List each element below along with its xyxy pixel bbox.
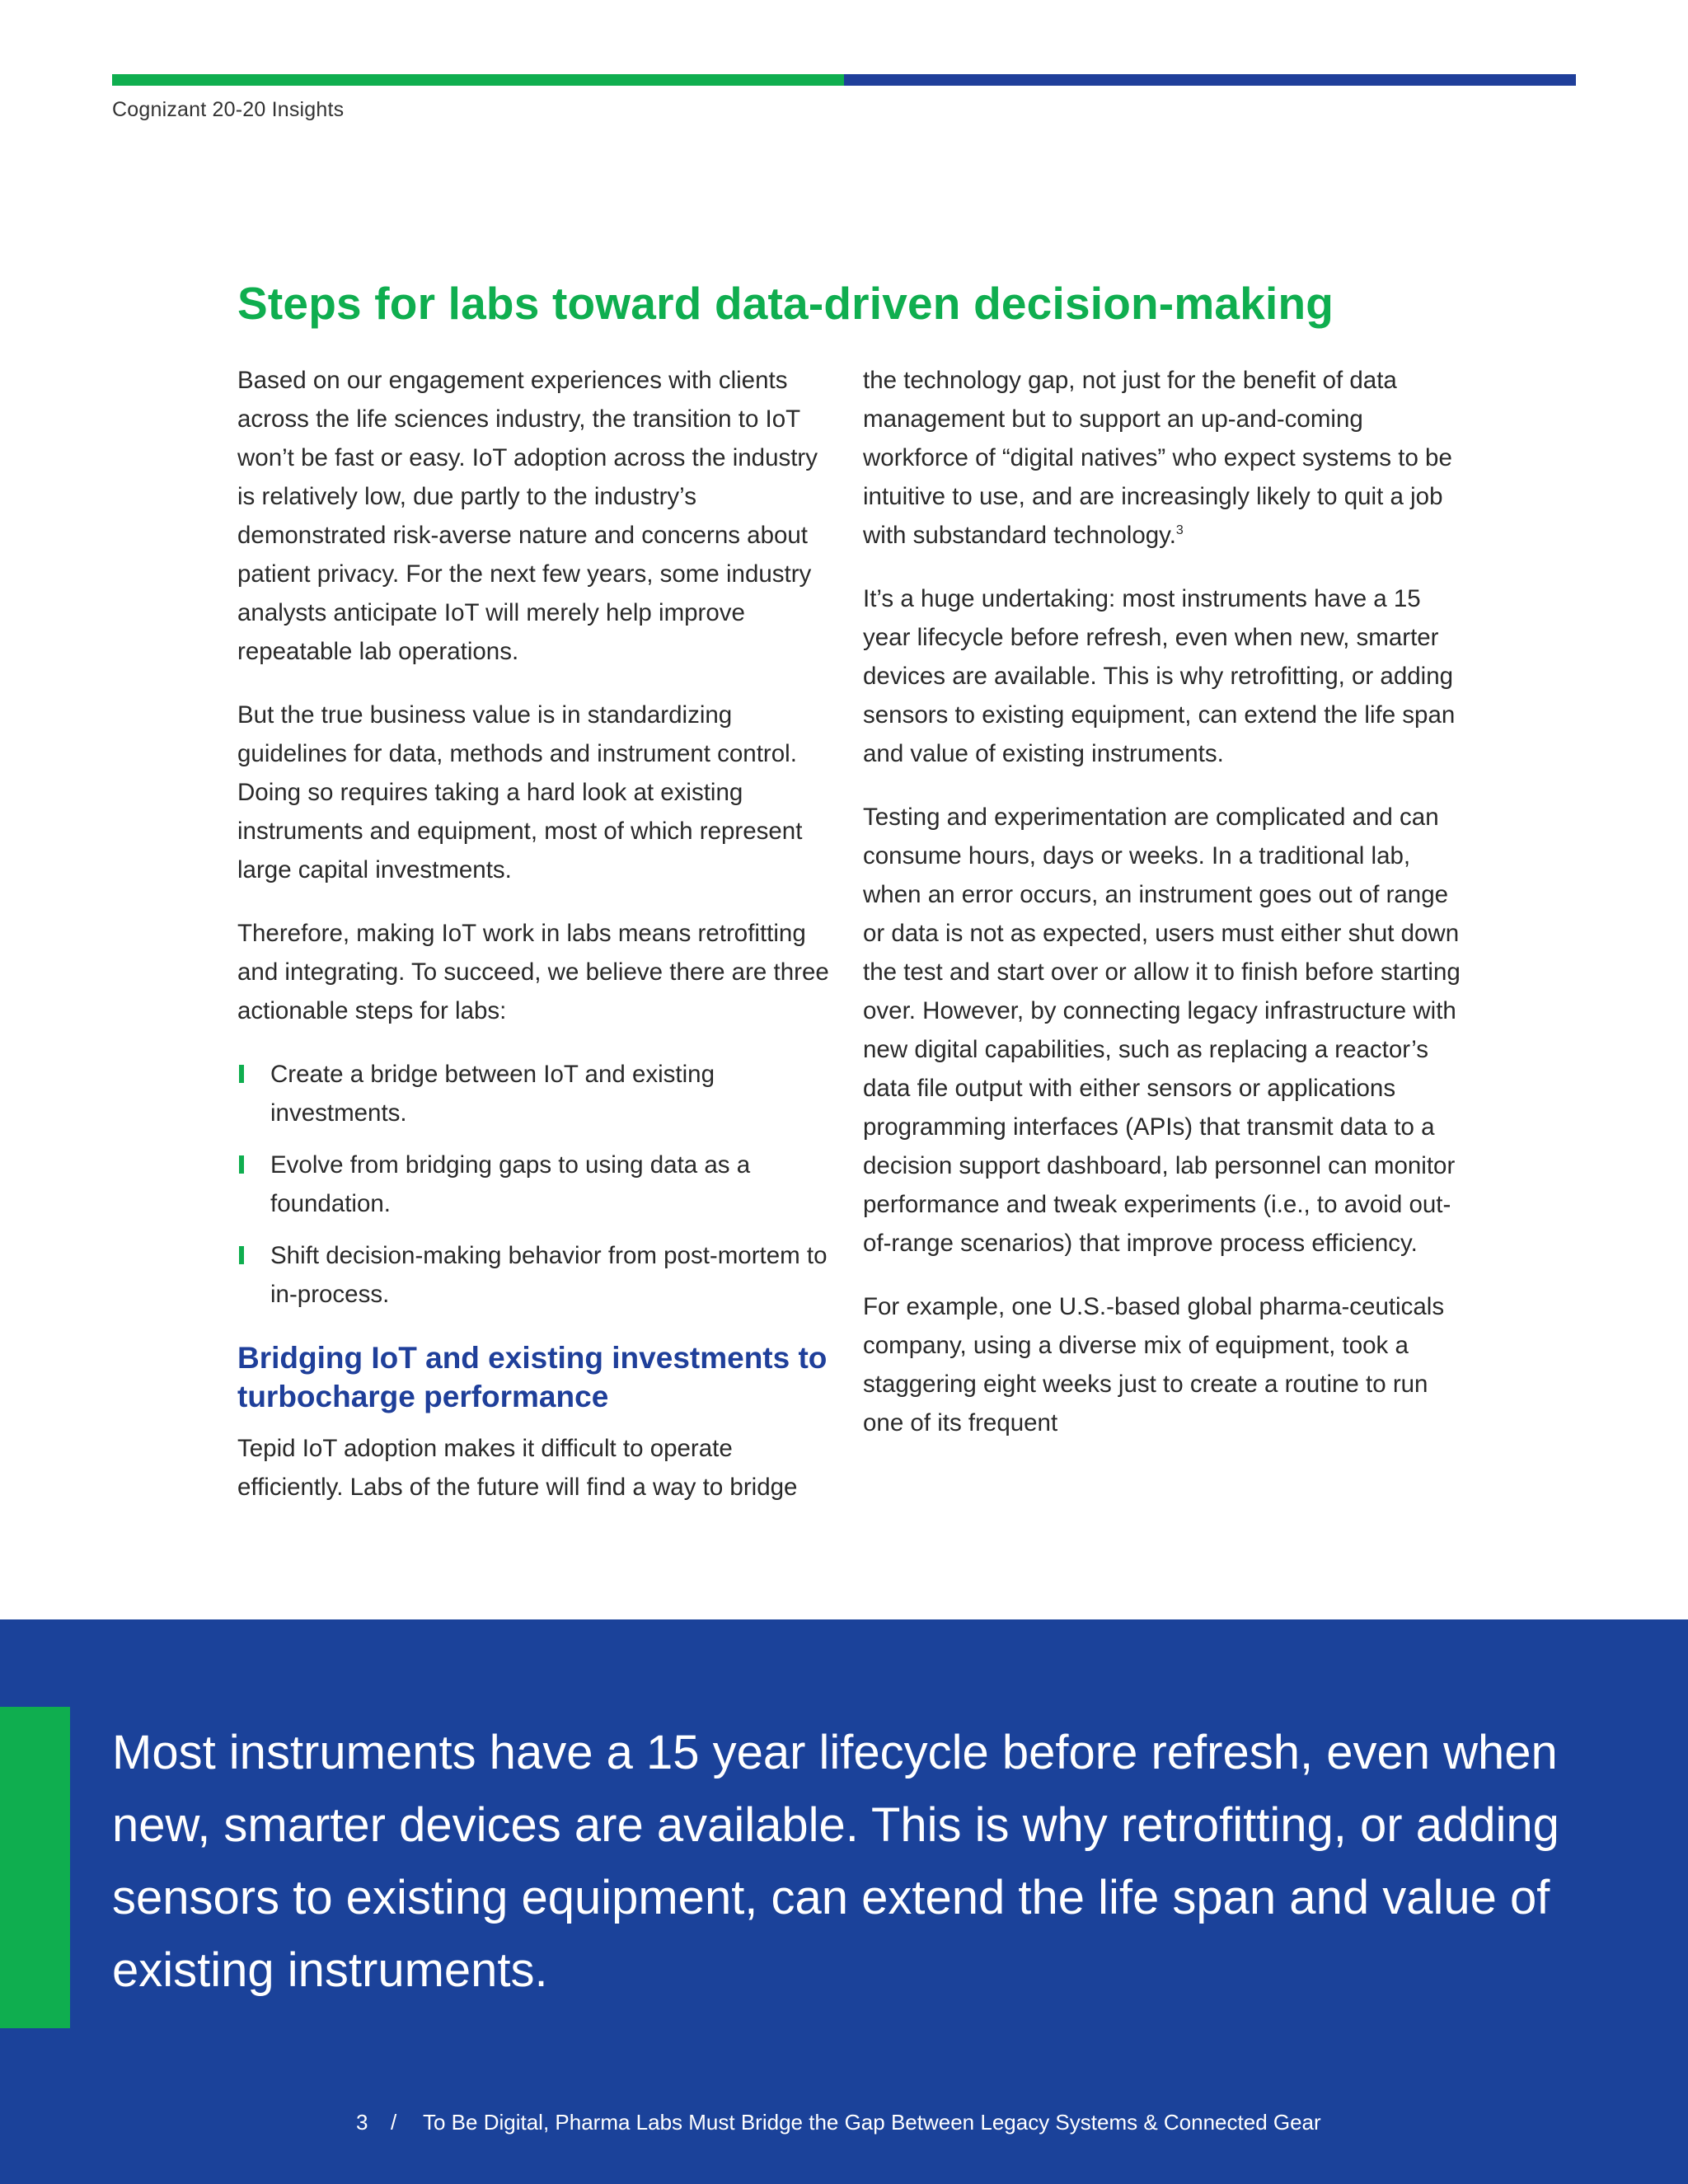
list-item-text: Shift decision-making behavior from post-mortem to in-process.	[270, 1242, 828, 1308]
top-bar-blue-segment	[844, 74, 1576, 86]
right-paragraph-1-text: the technology gap, not just for the benefit of data management but to support an up-and-coming workforce of “digital natives” who expect systems to be intuitive to use, and are increasingly likely to quit a job with substandard technology.	[863, 367, 1452, 549]
section-subheading: Bridging IoT and existing investments to turbocharge performance	[237, 1341, 828, 1413]
footnote-marker: 3	[1175, 523, 1184, 538]
left-column	[237, 361, 835, 1531]
left-paragraph-3: Therefore, making IoT work in labs means retrofitting and integrating. To succeed, we believe there are three actionable steps for labs:	[237, 920, 829, 1024]
bullet-bar-icon	[239, 1065, 244, 1083]
pull-quote-text: Most instruments have a 15 year lifecycle before refresh, even when new, smarter devices are available. This is why retrofitting, or adding sensors to existing equipment, can extend the life span and value of existing instruments.	[112, 1726, 1559, 1997]
right-paragraph-4: For example, one U.S.-based global pharma-ceuticals company, using a diverse mix of equipment, took a staggering eight weeks just to create a routine to run one of its frequent	[863, 1293, 1445, 1436]
list-item-text: Evolve from bridging gaps to using data as a foundation.	[270, 1151, 751, 1217]
running-head: Cognizant 20-20 Insights	[112, 98, 345, 121]
left-paragraph-4: Tepid IoT adoption makes it difficult to operate efficiently. Labs of the future will find a way to bridge	[237, 1435, 798, 1501]
top-bar-green-segment	[112, 74, 844, 86]
bullet-bar-icon	[239, 1155, 244, 1174]
left-paragraph-2: But the true business value is in standardizing guidelines for data, methods and instrument control. Doing so requires taking a hard look at existing instruments and equipment, most of which represent large capital investments.	[237, 701, 803, 883]
page-number: 3	[356, 2110, 368, 2135]
left-paragraph-1: Based on our engagement experiences with clients across the life sciences industry, the transition to IoT won’t be fast or easy. IoT adoption across the industry is relatively low, due partly to the industry’s demonstrated risk-averse nature and concerns about patient privacy. For the next few years, some industry analysts anticipate IoT will merely help improve repeatable lab operations.	[237, 367, 818, 665]
article-title: Steps for labs toward data-driven decision-making	[237, 278, 1334, 329]
right-paragraph-1	[863, 361, 1461, 555]
footer-separator: /	[391, 2110, 397, 2135]
pull-quote-accent-bar	[0, 1707, 70, 2028]
right-column	[863, 361, 1461, 1467]
bullet-bar-icon	[239, 1246, 244, 1264]
list-item	[237, 1236, 835, 1314]
action-steps-list	[237, 1055, 835, 1314]
right-paragraph-2: It’s a huge undertaking: most instruments have a 15 year lifecycle before refresh, even when new, smarter devices are available. This is why retrofitting, or adding sensors to existing equipment, can extend the life span and value of existing instruments.	[863, 585, 1456, 767]
list-item	[237, 1146, 835, 1223]
footer-document-title: To Be Digital, Pharma Labs Must Bridge the Gap Between Legacy Systems & Connected Gear	[423, 2110, 1321, 2135]
pull-quote-panel	[0, 1619, 1688, 2184]
top-color-bar	[112, 74, 1576, 86]
right-paragraph-3: Testing and experimentation are complicated and can consume hours, days or weeks. In a traditional lab, when an error occurs, an instrument goes out of range or data is not as expected, users must either shut down the test and start over or allow it to finish before starting over. However, by connecting legacy infrastructure with new digital capabilities, such as replacing a reactor’s data file output with either sensors or applications programming interfaces (APIs) that transmit data to a decision support dashboard, lab personnel can monitor performance and tweak experiments (i.e., to avoid out-of-range scenarios) that improve process efficiency.	[863, 804, 1461, 1257]
list-item-text: Create a bridge between IoT and existing investments.	[270, 1061, 715, 1127]
list-item	[237, 1055, 835, 1132]
